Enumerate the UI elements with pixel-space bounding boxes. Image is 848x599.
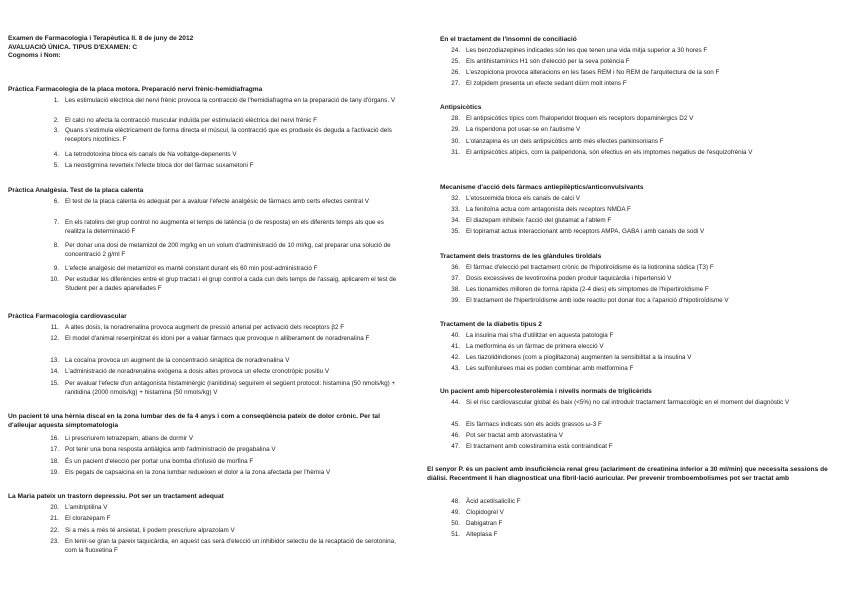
question-text: El zolpidem presenta un efecte sedant diürn molt intens F <box>466 80 627 87</box>
question-text: El topiramat actua interaccionant amb receptors AMPA, GABA i amb canals de sodi V <box>466 228 705 235</box>
question-text: Les benzodiazepines indicades són les que tenen una vida mitja superior a 30 hores F <box>466 47 708 54</box>
question-text: Per avaluar l'efecte d'un antagonista histaminèrgic (ranitidina) seguirem el següent protocol: histamina (50 nmols/kg) + ranitidina (2000 nmols/kg) + histamina (50 nmols/kg) V <box>65 380 396 397</box>
question-text: Per estudiar les diferències entre el grup tractat i el grup control a cada cun dels temps de l'assaig, aplicarem el test de Student per a dades aparellades F <box>65 276 397 293</box>
question-text: L'eszopiclona provoca alteracions en les fases REM i No REM de l'arquitectura de la son F <box>466 69 720 76</box>
question-text: A altes dosis, la noradrenalina provoca augment de pressió arterial per activació dels receptors β2 F <box>65 324 345 331</box>
question-number: 17. <box>50 446 59 453</box>
section-title: Tractament dels trastorns de les glàndules tiroïdals <box>440 253 602 260</box>
question-number: 6. <box>53 198 59 205</box>
question-number: 25. <box>451 58 460 65</box>
question-number: 5. <box>53 162 59 169</box>
question-number: 31. <box>451 149 460 156</box>
question-text: Àcid acetilsalicílic F <box>466 498 521 505</box>
question-number: 33. <box>451 206 460 213</box>
question-number: 37. <box>451 275 460 282</box>
question-text: Les estimulació elèctrica del nervi frènic provoca la contracció de l'hemidiafragma en la preparació de tany d'órgans. V <box>65 97 396 104</box>
question-text: Pot ser tractat amb atorvastatina V <box>466 432 563 439</box>
question-text: El antipsicòtics típics com l'haloperidol bloquen els receptors dopaminèrgics D2 V <box>466 115 694 122</box>
question-text: La fenitoïna actua com antagonista dels receptors NMDA F <box>466 206 631 213</box>
exam-title: Examen de Farmacologia i Terapèutica II. 8 de juny de 2012 <box>8 35 194 42</box>
question-text: Les tiazolidindiones (com a pioglitazona) augmenten la sensibilitat a la insulina V <box>466 354 692 361</box>
question-text: La tetrodotoxina bloca els canals de Na voltatge-depenents V <box>65 151 237 158</box>
question-text: Els antihistamínics H1 són d'elecció per la seva potència F <box>466 58 630 65</box>
section-title: Tractament de la diabetis tipus 2 <box>440 321 542 328</box>
question-text: Clopidogrel V <box>466 509 504 516</box>
question-number: 14. <box>50 368 59 375</box>
question-number: 1. <box>53 97 59 104</box>
question-text: La neostigmina reverteix l'efecte bloca dor del fàrmac suxametoni F <box>65 162 254 169</box>
question-number: 16. <box>50 435 59 442</box>
section-title: El senyor P. és un pacient amb insuficiència renal greu (aclariment de creatinina inferior a 30 ml/min) que necessita sessions de diàlisi. Recentment li han diagnosticat una fibril·lació auricular. Per prevenir tromboembolismes pot ser tractat amb <box>427 466 828 482</box>
question-text: La insulina mai s'ha d'utilitzar en aquesta patologia F <box>466 332 614 339</box>
question-number: 2. <box>53 117 59 124</box>
question-number: 43. <box>451 365 460 372</box>
question-text: L'etosuximida bloca els canals de calci V <box>466 195 580 202</box>
question-text: Si a més a més té ansietat, li podem prescriure alprazolam V <box>65 527 235 534</box>
section-title: Pràctica Analgèsia. Test de la placa calenta <box>8 187 144 194</box>
question-number: 41. <box>451 343 460 350</box>
section-title: Pràctica Farmacologia de la placa motora. Preparació nervi frènic-hemidiafragma <box>8 86 263 93</box>
question-text: Dosis excessives de levotiroxina poden produir taquicàrdia i hipertensió V <box>466 275 672 282</box>
question-number: 26. <box>451 69 460 76</box>
question-text: És un pacient d'elecció per portar una bomba d'infusió de morfina F <box>65 458 254 465</box>
question-number: 47. <box>451 443 460 450</box>
question-text: El calci no afecta la contracció muscular induïda per estimulació elèctrica del nervi frènic F <box>65 117 317 124</box>
name-field-label: Cognoms i Nom: <box>8 52 61 59</box>
question-number: 9. <box>53 265 59 272</box>
question-number: 10. <box>50 276 59 283</box>
question-item <box>47 96 397 115</box>
question-text: L'amitriptilina V <box>65 504 108 511</box>
question-text: Li prescriurem tetrazepam, abans de dormir V <box>65 435 194 442</box>
question-number: 28. <box>451 115 460 122</box>
question-text: El tractament de l'hipertiroïdisme amb iode reactiu pot donar lloc a l'aparició d'hipotiroïdisme V <box>466 297 729 304</box>
question-text: Per donar una dosi de metamizol de 200 mg/kg en un volum d'administració de 10 ml/kg, cal preparar una solució de concentració 2 g/ml F <box>65 242 391 259</box>
question-number: 4. <box>53 151 59 158</box>
question-text: El fàrmac d'elecció pel tractament crònic de l'hipotiroïdisme és la liotironina sòdica (T3) F <box>466 264 714 271</box>
question-number: 7. <box>53 219 59 226</box>
question-text: El model d'animal reserpinitzat és idoni per a valuar fàrmacs que provoque n alliberament de noradrenalina F <box>65 335 370 342</box>
question-number: 15. <box>50 380 59 387</box>
question-text: Quans s'estimula elèctricament de forma directa el múscul, la contracció que es produeix és deguda a l'activació dels receptors nicotínics. F <box>65 127 392 144</box>
question-text: Les tionamides milloren de forma ràpida (2-4 dies) els símptomes de l'hipertiroïdisme F <box>466 286 709 293</box>
section-title: Antipsicòtics <box>440 104 482 111</box>
question-number: 39. <box>451 297 460 304</box>
section-title: Un pacient amb hipercolesterolèmia i nivells normals de triglicèrids <box>440 388 652 395</box>
question-number: 49. <box>451 509 460 516</box>
question-number: 35. <box>451 228 460 235</box>
question-number: 40. <box>451 332 460 339</box>
question-number: 22. <box>50 527 59 534</box>
question-text: En els ratolins del grup control no augmenta el temps de latència (o de resposta) en els diferents temps als que es realitza la determinació F <box>65 219 384 236</box>
question-text: La risperidona pot usar-se en l'autisme V <box>466 126 581 133</box>
question-number: 8. <box>53 242 59 249</box>
question-number: 13. <box>50 357 59 364</box>
question-number: 11. <box>50 324 59 331</box>
question-text: Alteplasa F <box>466 531 498 538</box>
question-text: El antipsicòtics atípics, com la paliperidona, són efectius en els imptomes negatius de l'esquizofrènia V <box>466 149 753 156</box>
question-number: 24. <box>451 47 460 54</box>
question-number: 34. <box>451 217 460 224</box>
section-title: En el tractament de l'insomni de conciliació <box>440 36 577 43</box>
question-text: L'olanzapina és un dels antipsicòtics amb més efectes parkinsonians F <box>466 138 664 145</box>
question-text: Pot tenir una bona resposta antiàlgica amb l'administració de pregabalina V <box>65 446 276 453</box>
question-number: 36. <box>451 264 460 271</box>
question-number: 46. <box>451 432 460 439</box>
question-number: 19. <box>50 469 59 476</box>
question-text: El tractament amb colestiramina està contraindicat F <box>466 443 613 450</box>
question-text: El test de la placa calenta és adequat per a avaluar l'efecte analgèsic de fàrmacs amb certs efectes central V <box>65 198 369 205</box>
question-text: Si el risc cardiovascular global és baix (<5%) no cal introduir tractament farmacològic en el moment del diagnòstic V <box>466 399 790 406</box>
section-title: Pràctica Farmacologia cardiovascular <box>8 313 127 320</box>
question-text: Els pegats de capsaicina en la zona lumbar redueixen el dolor a la zona afectada per l'hèrnia V <box>65 469 331 476</box>
question-number: 32. <box>451 195 460 202</box>
section-title: La Maria pateix un trastorn depressiu. Pot ser un tractament adequat <box>8 493 224 500</box>
question-text: En tenir-se gran la pareix taquicàrdia, en aquest cas serà d'elecció un inhibidor selectiu de la recaptació de serotonina, com la fluoxetina F <box>65 538 396 555</box>
question-number: 12. <box>50 335 59 342</box>
question-number: 21. <box>50 515 59 522</box>
question-text: La metformina és un fàrmac de primera elecció V <box>466 343 604 350</box>
question-number: 45. <box>451 421 460 428</box>
section-title: Mecanisme d'acció dels fàrmacs antiepilèptics/anticonvulsivants <box>440 184 644 191</box>
question-number: 38. <box>451 286 460 293</box>
question-text: Dabigatran F <box>466 520 503 527</box>
question-number: 42. <box>451 354 460 361</box>
question-text: El clorazepam F <box>65 515 111 522</box>
section-title: Un pacient té una hèrnia discal en la zona lumbar des de fa 4 anys i com a conseqüència pateix de dolor crònic. Per tal d'alleujar aquesta simptomatologia <box>8 413 380 429</box>
question-text: La cocaïna provoca un augment de la concentració sinàptica de noradrenalina V <box>65 357 290 364</box>
question-number: 23. <box>50 538 59 545</box>
question-number: 51. <box>451 531 460 538</box>
question-number: 44. <box>451 399 460 406</box>
question-number: 50. <box>451 520 460 527</box>
question-text: El diazepam inhibeix l'acció del glutamat a l'ablem F <box>466 217 612 224</box>
question-number: 27. <box>451 80 460 87</box>
exam-type: AVALUACIÓ ÚNICA. TIPUS D'EXAMEN: C <box>8 43 138 51</box>
question-number: 20. <box>50 504 59 511</box>
question-number: 30. <box>451 138 460 145</box>
question-number: 48. <box>451 498 460 505</box>
question-text: L'efecte analgèsic del metamizol es manté constant durant els 60 min post-administració F <box>65 265 318 272</box>
question-number: 3. <box>53 127 59 134</box>
question-number: 18. <box>50 458 59 465</box>
question-text: L'administració de noradrenalina exògena a dosis altes provoca un efecte cronotròpic positiu V <box>65 368 330 375</box>
question-text: Els fàrmacs indicats són els àcids grassos ω-3 F <box>466 421 602 428</box>
question-number: 29. <box>451 126 460 133</box>
question-text: Les sulfonilurees mai es poden combinar amb metformina F <box>466 365 634 372</box>
